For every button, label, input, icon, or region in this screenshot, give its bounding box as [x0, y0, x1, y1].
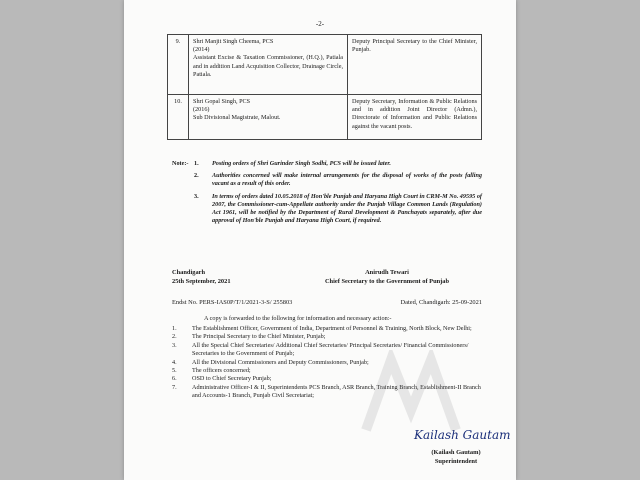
list-text: OSD to Chief Secretary Punjab; — [192, 375, 272, 383]
list-text: Administrative Officer-I & II, Superintendents PCS Branch, ASR Branch, Training Branch, Establishment-II Branch and Accounts-1 Branch, Punjab Civil Secretariat; — [192, 383, 481, 400]
note-text: Posting orders of Shri Gurinder Singh Sodhi, PCS will be issued later. — [212, 160, 391, 167]
officer-batch: (2014) — [193, 46, 210, 54]
signatory-block — [292, 268, 482, 286]
place-date-block — [172, 268, 231, 286]
note-item — [172, 172, 482, 188]
list-item — [172, 333, 482, 341]
list-text: All the Divisional Commissioners and Deputy Commissioners, Punjab; — [192, 358, 369, 366]
list-number: 5. — [172, 367, 177, 375]
note-number: 1. — [194, 160, 199, 167]
superintendent-block — [416, 448, 496, 466]
list-number: 4. — [172, 358, 177, 366]
note-number: 3. — [194, 192, 199, 200]
document-page — [124, 0, 516, 480]
list-number: 6. — [172, 375, 177, 383]
list-text: All the Special Chief Secretaries/ Additional Chief Secretaries/ Principal Secretaries/ Financial Commissioners/ Secretaries to the Government of Punjab; — [192, 341, 469, 358]
note-number: 2. — [194, 172, 199, 180]
list-text: The Establishment Officer, Government of India, Department of Personnel & Training, North Block, New Delhi; — [192, 325, 472, 332]
signatory-name: Anirudh Tewari — [365, 269, 409, 276]
officer-details — [189, 35, 348, 95]
officer-batch: (2016) — [193, 106, 210, 114]
officer-new-post: Deputy Secretary, Information & Public Relations and in addition Joint Director (Admn.), Directorate of Information and Public Relations against the vacant posts. — [348, 95, 482, 140]
superintendent-name: (Kailash Gautam) — [431, 449, 481, 456]
table-row — [168, 35, 482, 95]
page-number: -2- — [315, 20, 325, 28]
note-item — [172, 193, 482, 226]
note-text: Authorities concerned will make internal arrangements for the disposal of works of the posts falling vacant as a result of this order. — [212, 172, 482, 188]
signatory-title: Chief Secretary to the Government of Punjab — [324, 278, 450, 285]
handwritten-signature: Kailash Gautam — [414, 428, 511, 442]
list-number: 3. — [172, 341, 177, 349]
endorsement-date: Dated, Chandigarh: 25-09-2021 — [400, 299, 482, 306]
list-number: 2. — [172, 333, 177, 341]
watermark-logo-icon — [356, 350, 476, 440]
place: Chandigarh — [172, 269, 206, 276]
endorsement-number: Endst No. PERS-IAS0P/T/1/2021-3-S/ 255803 — [172, 299, 293, 306]
copy-forward-line: A copy is forwarded to the following for information and necessary action:- — [204, 315, 392, 322]
officer-name: Shri Gopal Singh, PCS — [193, 98, 251, 105]
row-number: 10. — [168, 95, 189, 140]
endorsement-line — [172, 299, 482, 306]
notes-section — [172, 160, 482, 229]
list-text: The officers concerned; — [192, 367, 251, 375]
list-number: 7. — [172, 383, 177, 391]
officers-table — [167, 34, 482, 140]
note-item — [172, 160, 482, 168]
officer-new-post: Deputy Principal Secretary to the Chief Minister, Punjab. — [348, 35, 482, 95]
list-text: The Principal Secretary to the Chief Minister, Punjab; — [192, 333, 326, 341]
table-row — [168, 95, 482, 140]
list-number: 1. — [172, 325, 177, 332]
officer-current-post: Assistant Excise & Taxation Commissioner, (H.Q.), Patiala and in addition Land Acquisition Collector, Drainage Circle, Patiala. — [193, 54, 343, 78]
officer-details — [189, 95, 348, 140]
row-number: 9. — [168, 35, 189, 95]
officer-name: Shri Manjit Singh Cheema, PCS — [193, 38, 274, 45]
officer-current-post: Sub Divisional Magistrate, Malout. — [193, 114, 281, 122]
order-date: 25th September, 2021 — [172, 278, 231, 285]
note-label: Note:- — [172, 160, 189, 167]
list-item — [172, 325, 482, 333]
superintendent-title: Superintendent — [434, 458, 478, 465]
note-text: In terms of orders dated 10.05.2018 of Hon'ble Punjab and Haryana High Court in CRM-M No. 49595 of 2007, the Commissioner-cum-Appellate authority under the Punjab Village Common Lands (Regulation) Act 1961, will be notified by the Department of Rural Development & Panchayats separately, after due approval of Hon'ble Punjab and Haryana High Court, if required. — [212, 192, 482, 225]
